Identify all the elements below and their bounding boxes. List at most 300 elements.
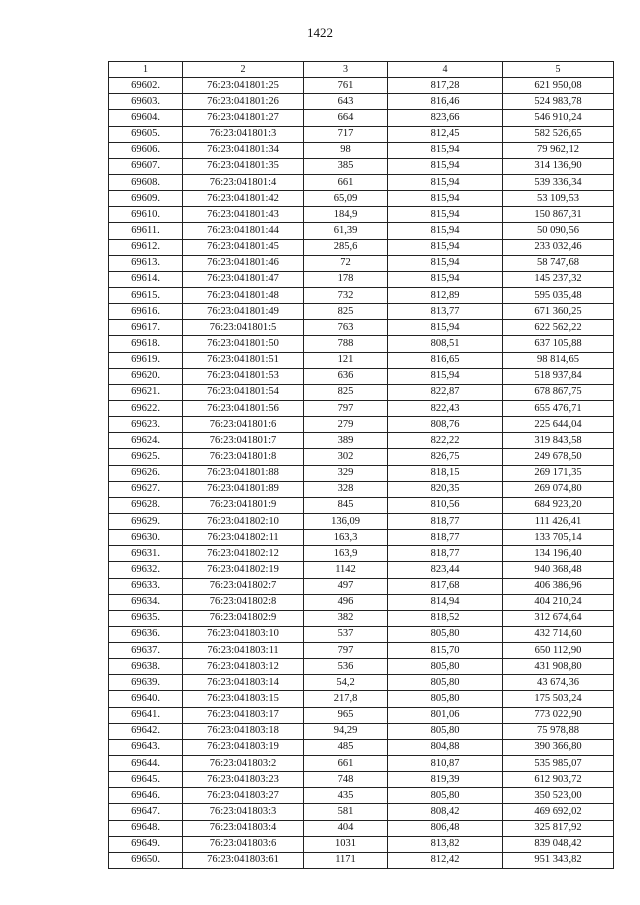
row-number-cell: 69609. xyxy=(109,191,183,207)
cadastral-number-cell: 76:23:041801:26 xyxy=(183,94,304,110)
table-row xyxy=(109,772,614,788)
row-number-cell: 69622. xyxy=(109,400,183,416)
cadastral-number-cell: 76:23:041803:23 xyxy=(183,772,304,788)
value-cell: 469 692,02 xyxy=(503,804,614,820)
area-cell: 178 xyxy=(304,271,388,287)
table-row xyxy=(109,223,614,239)
table-row xyxy=(109,513,614,529)
cadastral-number-cell: 76:23:041801:27 xyxy=(183,110,304,126)
cadastral-number-cell: 76:23:041801:51 xyxy=(183,352,304,368)
value-cell: 671 360,25 xyxy=(503,304,614,320)
rate-cell: 806,48 xyxy=(388,820,503,836)
area-cell: 636 xyxy=(304,368,388,384)
table-row xyxy=(109,626,614,642)
cadastral-number-cell: 76:23:041801:44 xyxy=(183,223,304,239)
area-cell: 763 xyxy=(304,320,388,336)
rate-cell: 815,94 xyxy=(388,158,503,174)
value-cell: 79 962,12 xyxy=(503,142,614,158)
row-number-cell: 69638. xyxy=(109,659,183,675)
data-table xyxy=(108,61,614,869)
rate-cell: 818,77 xyxy=(388,546,503,562)
row-number-cell: 69631. xyxy=(109,546,183,562)
rate-cell: 816,65 xyxy=(388,352,503,368)
row-number-cell: 69641. xyxy=(109,707,183,723)
cadastral-number-cell: 76:23:041803:19 xyxy=(183,739,304,755)
rate-cell: 813,77 xyxy=(388,304,503,320)
area-cell: 761 xyxy=(304,78,388,94)
row-number-cell: 69650. xyxy=(109,852,183,868)
rate-cell: 814,94 xyxy=(388,594,503,610)
row-number-cell: 69619. xyxy=(109,352,183,368)
table-row xyxy=(109,78,614,94)
table-row xyxy=(109,836,614,852)
row-number-cell: 69617. xyxy=(109,320,183,336)
row-number-cell: 69643. xyxy=(109,739,183,755)
area-cell: 845 xyxy=(304,497,388,513)
rate-cell: 817,28 xyxy=(388,78,503,94)
area-cell: 825 xyxy=(304,384,388,400)
table-row xyxy=(109,546,614,562)
rate-cell: 815,94 xyxy=(388,271,503,287)
value-cell: 404 210,24 xyxy=(503,594,614,610)
rate-cell: 810,56 xyxy=(388,497,503,513)
table-row xyxy=(109,852,614,868)
area-cell: 382 xyxy=(304,610,388,626)
value-cell: 839 048,42 xyxy=(503,836,614,852)
cadastral-number-cell: 76:23:041803:15 xyxy=(183,691,304,707)
cadastral-number-cell: 76:23:041802:11 xyxy=(183,530,304,546)
row-number-cell: 69610. xyxy=(109,207,183,223)
value-cell: 269 171,35 xyxy=(503,465,614,481)
rate-cell: 815,94 xyxy=(388,320,503,336)
area-cell: 163,3 xyxy=(304,530,388,546)
table-row xyxy=(109,400,614,416)
table-row xyxy=(109,94,614,110)
row-number-cell: 69603. xyxy=(109,94,183,110)
value-cell: 390 366,80 xyxy=(503,739,614,755)
cadastral-number-cell: 76:23:041801:5 xyxy=(183,320,304,336)
cadastral-number-cell: 76:23:041801:48 xyxy=(183,287,304,303)
table-row xyxy=(109,723,614,739)
rate-cell: 818,52 xyxy=(388,610,503,626)
area-cell: 279 xyxy=(304,417,388,433)
cadastral-number-cell: 76:23:041801:45 xyxy=(183,239,304,255)
table-row xyxy=(109,820,614,836)
cadastral-number-cell: 76:23:041801:34 xyxy=(183,142,304,158)
area-cell: 65,09 xyxy=(304,191,388,207)
row-number-cell: 69627. xyxy=(109,481,183,497)
rate-cell: 805,80 xyxy=(388,691,503,707)
cadastral-number-cell: 76:23:041801:4 xyxy=(183,174,304,190)
row-number-cell: 69605. xyxy=(109,126,183,142)
table-row xyxy=(109,352,614,368)
value-cell: 678 867,75 xyxy=(503,384,614,400)
area-cell: 285,6 xyxy=(304,239,388,255)
value-cell: 612 903,72 xyxy=(503,772,614,788)
table-row xyxy=(109,239,614,255)
table-row xyxy=(109,530,614,546)
value-cell: 175 503,24 xyxy=(503,691,614,707)
cadastral-number-cell: 76:23:041802:10 xyxy=(183,513,304,529)
rate-cell: 805,80 xyxy=(388,723,503,739)
value-cell: 637 105,88 xyxy=(503,336,614,352)
table-header-row xyxy=(109,62,614,78)
row-number-cell: 69611. xyxy=(109,223,183,239)
area-cell: 72 xyxy=(304,255,388,271)
area-cell: 661 xyxy=(304,756,388,772)
value-cell: 312 674,64 xyxy=(503,610,614,626)
rate-cell: 801,06 xyxy=(388,707,503,723)
value-cell: 43 674,36 xyxy=(503,675,614,691)
rate-cell: 816,46 xyxy=(388,94,503,110)
value-cell: 233 032,46 xyxy=(503,239,614,255)
row-number-cell: 69618. xyxy=(109,336,183,352)
cadastral-number-cell: 76:23:041801:3 xyxy=(183,126,304,142)
cadastral-number-cell: 76:23:041803:11 xyxy=(183,643,304,659)
table-row xyxy=(109,562,614,578)
area-cell: 329 xyxy=(304,465,388,481)
row-number-cell: 69647. xyxy=(109,804,183,820)
row-number-cell: 69626. xyxy=(109,465,183,481)
column-header-3: 3 xyxy=(304,62,388,78)
table-row xyxy=(109,756,614,772)
rate-cell: 826,75 xyxy=(388,449,503,465)
row-number-cell: 69645. xyxy=(109,772,183,788)
rate-cell: 812,42 xyxy=(388,852,503,868)
row-number-cell: 69602. xyxy=(109,78,183,94)
value-cell: 319 843,58 xyxy=(503,433,614,449)
rate-cell: 820,35 xyxy=(388,481,503,497)
cadastral-number-cell: 76:23:041801:54 xyxy=(183,384,304,400)
rate-cell: 804,88 xyxy=(388,739,503,755)
value-cell: 406 386,96 xyxy=(503,578,614,594)
rate-cell: 808,42 xyxy=(388,804,503,820)
area-cell: 217,8 xyxy=(304,691,388,707)
area-cell: 797 xyxy=(304,400,388,416)
table-row xyxy=(109,304,614,320)
table-row xyxy=(109,174,614,190)
row-number-cell: 69608. xyxy=(109,174,183,190)
row-number-cell: 69615. xyxy=(109,287,183,303)
column-header-4: 4 xyxy=(388,62,503,78)
value-cell: 133 705,14 xyxy=(503,530,614,546)
table-row xyxy=(109,384,614,400)
value-cell: 50 090,56 xyxy=(503,223,614,239)
area-cell: 643 xyxy=(304,94,388,110)
area-cell: 136,09 xyxy=(304,513,388,529)
value-cell: 535 985,07 xyxy=(503,756,614,772)
value-cell: 951 343,82 xyxy=(503,852,614,868)
value-cell: 314 136,90 xyxy=(503,158,614,174)
value-cell: 75 978,88 xyxy=(503,723,614,739)
rate-cell: 815,94 xyxy=(388,207,503,223)
cadastral-number-cell: 76:23:041801:46 xyxy=(183,255,304,271)
area-cell: 748 xyxy=(304,772,388,788)
cadastral-number-cell: 76:23:041801:88 xyxy=(183,465,304,481)
row-number-cell: 69629. xyxy=(109,513,183,529)
column-header-2: 2 xyxy=(183,62,304,78)
row-number-cell: 69639. xyxy=(109,675,183,691)
row-number-cell: 69614. xyxy=(109,271,183,287)
area-cell: 581 xyxy=(304,804,388,820)
row-number-cell: 69621. xyxy=(109,384,183,400)
table-row xyxy=(109,255,614,271)
area-cell: 98 xyxy=(304,142,388,158)
cadastral-number-cell: 76:23:041803:61 xyxy=(183,852,304,868)
value-cell: 269 074,80 xyxy=(503,481,614,497)
rate-cell: 815,94 xyxy=(388,174,503,190)
cadastral-number-cell: 76:23:041801:7 xyxy=(183,433,304,449)
rate-cell: 819,39 xyxy=(388,772,503,788)
rate-cell: 805,80 xyxy=(388,659,503,675)
area-cell: 54,2 xyxy=(304,675,388,691)
area-cell: 497 xyxy=(304,578,388,594)
value-cell: 940 368,48 xyxy=(503,562,614,578)
area-cell: 1142 xyxy=(304,562,388,578)
area-cell: 788 xyxy=(304,336,388,352)
value-cell: 622 562,22 xyxy=(503,320,614,336)
row-number-cell: 69640. xyxy=(109,691,183,707)
table-row xyxy=(109,158,614,174)
table-row xyxy=(109,207,614,223)
rate-cell: 808,51 xyxy=(388,336,503,352)
value-cell: 225 644,04 xyxy=(503,417,614,433)
table-row xyxy=(109,271,614,287)
area-cell: 537 xyxy=(304,626,388,642)
cadastral-number-cell: 76:23:041801:49 xyxy=(183,304,304,320)
cadastral-number-cell: 76:23:041801:9 xyxy=(183,497,304,513)
rate-cell: 808,76 xyxy=(388,417,503,433)
rate-cell: 815,70 xyxy=(388,643,503,659)
rate-cell: 815,94 xyxy=(388,368,503,384)
value-cell: 432 714,60 xyxy=(503,626,614,642)
table-row xyxy=(109,320,614,336)
area-cell: 732 xyxy=(304,287,388,303)
row-number-cell: 69628. xyxy=(109,497,183,513)
cadastral-number-cell: 76:23:041802:9 xyxy=(183,610,304,626)
row-number-cell: 69604. xyxy=(109,110,183,126)
cadastral-number-cell: 76:23:041801:8 xyxy=(183,449,304,465)
row-number-cell: 69642. xyxy=(109,723,183,739)
row-number-cell: 69624. xyxy=(109,433,183,449)
rate-cell: 822,43 xyxy=(388,400,503,416)
table-row xyxy=(109,594,614,610)
cadastral-number-cell: 76:23:041803:14 xyxy=(183,675,304,691)
table-row xyxy=(109,126,614,142)
area-cell: 302 xyxy=(304,449,388,465)
area-cell: 1031 xyxy=(304,836,388,852)
cadastral-number-cell: 76:23:041803:27 xyxy=(183,788,304,804)
area-cell: 661 xyxy=(304,174,388,190)
value-cell: 518 937,84 xyxy=(503,368,614,384)
table-row xyxy=(109,610,614,626)
cadastral-number-cell: 76:23:041802:12 xyxy=(183,546,304,562)
row-number-cell: 69625. xyxy=(109,449,183,465)
rate-cell: 817,68 xyxy=(388,578,503,594)
cadastral-number-cell: 76:23:041801:89 xyxy=(183,481,304,497)
rate-cell: 823,44 xyxy=(388,562,503,578)
value-cell: 150 867,31 xyxy=(503,207,614,223)
table-row xyxy=(109,110,614,126)
area-cell: 163,9 xyxy=(304,546,388,562)
value-cell: 650 112,90 xyxy=(503,643,614,659)
cadastral-number-cell: 76:23:041802:8 xyxy=(183,594,304,610)
area-cell: 328 xyxy=(304,481,388,497)
value-cell: 621 950,08 xyxy=(503,78,614,94)
page-number: 1422 xyxy=(307,25,333,40)
row-number-cell: 69646. xyxy=(109,788,183,804)
row-number-cell: 69634. xyxy=(109,594,183,610)
cadastral-number-cell: 76:23:041802:19 xyxy=(183,562,304,578)
table-row xyxy=(109,707,614,723)
cadastral-number-cell: 76:23:041801:42 xyxy=(183,191,304,207)
cadastral-number-cell: 76:23:041803:18 xyxy=(183,723,304,739)
cadastral-number-cell: 76:23:041801:56 xyxy=(183,400,304,416)
value-cell: 249 678,50 xyxy=(503,449,614,465)
table-row xyxy=(109,417,614,433)
area-cell: 404 xyxy=(304,820,388,836)
area-cell: 61,39 xyxy=(304,223,388,239)
cadastral-number-cell: 76:23:041801:47 xyxy=(183,271,304,287)
value-cell: 524 983,78 xyxy=(503,94,614,110)
row-number-cell: 69620. xyxy=(109,368,183,384)
row-number-cell: 69630. xyxy=(109,530,183,546)
value-cell: 350 523,00 xyxy=(503,788,614,804)
table-row xyxy=(109,449,614,465)
area-cell: 184,9 xyxy=(304,207,388,223)
rate-cell: 822,22 xyxy=(388,433,503,449)
value-cell: 539 336,34 xyxy=(503,174,614,190)
cadastral-number-cell: 76:23:041803:3 xyxy=(183,804,304,820)
value-cell: 546 910,24 xyxy=(503,110,614,126)
cadastral-number-cell: 76:23:041803:2 xyxy=(183,756,304,772)
rate-cell: 812,45 xyxy=(388,126,503,142)
rate-cell: 815,94 xyxy=(388,239,503,255)
table-row xyxy=(109,287,614,303)
area-cell: 389 xyxy=(304,433,388,449)
area-cell: 965 xyxy=(304,707,388,723)
value-cell: 111 426,41 xyxy=(503,513,614,529)
cadastral-number-cell: 76:23:041803:6 xyxy=(183,836,304,852)
table-row xyxy=(109,691,614,707)
row-number-cell: 69607. xyxy=(109,158,183,174)
rate-cell: 815,94 xyxy=(388,191,503,207)
value-cell: 431 908,80 xyxy=(503,659,614,675)
table-row xyxy=(109,433,614,449)
cadastral-number-cell: 76:23:041801:53 xyxy=(183,368,304,384)
row-number-cell: 69637. xyxy=(109,643,183,659)
row-number-cell: 69648. xyxy=(109,820,183,836)
cadastral-number-cell: 76:23:041801:25 xyxy=(183,78,304,94)
rate-cell: 810,87 xyxy=(388,756,503,772)
area-cell: 797 xyxy=(304,643,388,659)
cadastral-number-cell: 76:23:041803:4 xyxy=(183,820,304,836)
rate-cell: 812,89 xyxy=(388,287,503,303)
row-number-cell: 69612. xyxy=(109,239,183,255)
area-cell: 485 xyxy=(304,739,388,755)
rate-cell: 815,94 xyxy=(388,223,503,239)
rate-cell: 818,77 xyxy=(388,513,503,529)
row-number-cell: 69632. xyxy=(109,562,183,578)
row-number-cell: 69636. xyxy=(109,626,183,642)
area-cell: 825 xyxy=(304,304,388,320)
cadastral-number-cell: 76:23:041803:12 xyxy=(183,659,304,675)
area-cell: 94,29 xyxy=(304,723,388,739)
value-cell: 145 237,32 xyxy=(503,271,614,287)
cadastral-number-cell: 76:23:041801:50 xyxy=(183,336,304,352)
area-cell: 664 xyxy=(304,110,388,126)
table-row xyxy=(109,788,614,804)
rate-cell: 823,66 xyxy=(388,110,503,126)
row-number-cell: 69623. xyxy=(109,417,183,433)
area-cell: 385 xyxy=(304,158,388,174)
row-number-cell: 69635. xyxy=(109,610,183,626)
row-number-cell: 69613. xyxy=(109,255,183,271)
row-number-cell: 69606. xyxy=(109,142,183,158)
rate-cell: 813,82 xyxy=(388,836,503,852)
table-row xyxy=(109,481,614,497)
value-cell: 773 022,90 xyxy=(503,707,614,723)
area-cell: 496 xyxy=(304,594,388,610)
row-number-cell: 69644. xyxy=(109,756,183,772)
value-cell: 684 923,20 xyxy=(503,497,614,513)
area-cell: 717 xyxy=(304,126,388,142)
cadastral-number-cell: 76:23:041803:10 xyxy=(183,626,304,642)
area-cell: 536 xyxy=(304,659,388,675)
rate-cell: 805,80 xyxy=(388,788,503,804)
table-row xyxy=(109,336,614,352)
column-header-5: 5 xyxy=(503,62,614,78)
cadastral-number-cell: 76:23:041801:6 xyxy=(183,417,304,433)
table-row xyxy=(109,659,614,675)
rate-cell: 805,80 xyxy=(388,626,503,642)
rate-cell: 815,94 xyxy=(388,142,503,158)
cadastral-number-cell: 76:23:041802:7 xyxy=(183,578,304,594)
column-header-1: 1 xyxy=(109,62,183,78)
rate-cell: 815,94 xyxy=(388,255,503,271)
value-cell: 655 476,71 xyxy=(503,400,614,416)
table-row xyxy=(109,643,614,659)
table-row xyxy=(109,739,614,755)
value-cell: 582 526,65 xyxy=(503,126,614,142)
area-cell: 121 xyxy=(304,352,388,368)
cadastral-number-cell: 76:23:041801:43 xyxy=(183,207,304,223)
value-cell: 325 817,92 xyxy=(503,820,614,836)
value-cell: 58 747,68 xyxy=(503,255,614,271)
table-row xyxy=(109,804,614,820)
table-row xyxy=(109,142,614,158)
row-number-cell: 69649. xyxy=(109,836,183,852)
table-row xyxy=(109,578,614,594)
rate-cell: 818,15 xyxy=(388,465,503,481)
rate-cell: 818,77 xyxy=(388,530,503,546)
cadastral-number-cell: 76:23:041801:35 xyxy=(183,158,304,174)
value-cell: 134 196,40 xyxy=(503,546,614,562)
table-row xyxy=(109,191,614,207)
value-cell: 595 035,48 xyxy=(503,287,614,303)
area-cell: 1171 xyxy=(304,852,388,868)
value-cell: 53 109,53 xyxy=(503,191,614,207)
row-number-cell: 69633. xyxy=(109,578,183,594)
table-body xyxy=(109,78,614,869)
row-number-cell: 69616. xyxy=(109,304,183,320)
table-row xyxy=(109,465,614,481)
area-cell: 435 xyxy=(304,788,388,804)
rate-cell: 805,80 xyxy=(388,675,503,691)
cadastral-number-cell: 76:23:041803:17 xyxy=(183,707,304,723)
table-row xyxy=(109,368,614,384)
value-cell: 98 814,65 xyxy=(503,352,614,368)
